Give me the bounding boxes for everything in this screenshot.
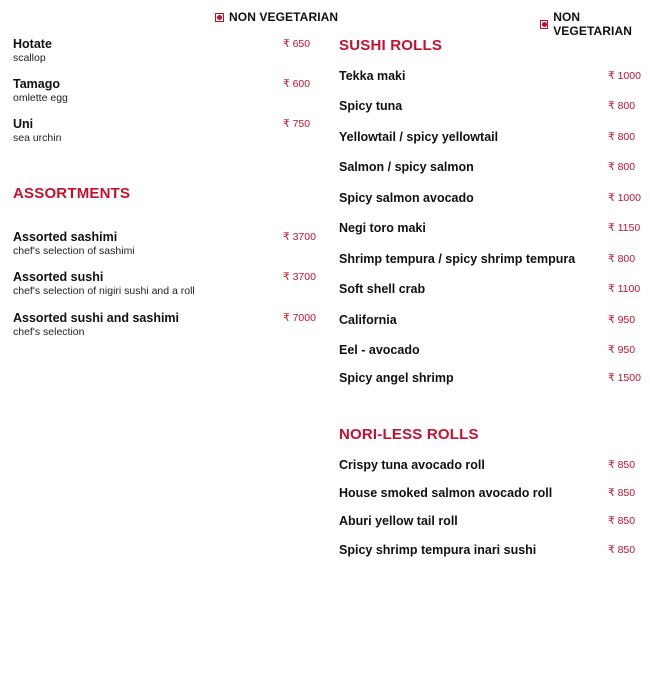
item-name: Shrimp tempura / spicy shrimp tempura [339, 252, 576, 266]
item-price: ₹ 650 [283, 38, 311, 50]
menu-item [13, 270, 316, 298]
item-name: California [339, 313, 397, 327]
item-price: ₹ 7000 [283, 312, 316, 324]
item-price: ₹ 800 [608, 253, 636, 265]
item-description: omlette egg [13, 92, 68, 104]
item-description: sea urchin [13, 132, 62, 144]
menu-item [339, 191, 639, 206]
menu-item [13, 37, 313, 65]
item-name: Crispy tuna avocado roll [339, 458, 485, 472]
item-price: ₹ 850 [608, 544, 636, 556]
item-description: chef's selection of nigiri sushi and a roll [13, 285, 195, 297]
item-name: Spicy angel shrimp [339, 371, 454, 385]
item-price: ₹ 950 [608, 314, 636, 326]
item-price: ₹ 3700 [283, 231, 316, 243]
section-title-sushi-rolls: SUSHI ROLLS [339, 37, 443, 54]
item-name: Spicy salmon avocado [339, 191, 474, 205]
item-price: ₹ 1100 [608, 283, 641, 295]
non-veg-tag-left [215, 10, 338, 24]
item-name: Uni [13, 117, 34, 131]
menu-item [339, 371, 639, 386]
non-veg-label: NON VEGETARIAN [229, 10, 339, 24]
item-price: ₹ 850 [608, 459, 636, 471]
menu-item [339, 130, 639, 145]
menu-item [339, 252, 639, 267]
non-veg-icon [215, 13, 224, 22]
menu-item [13, 117, 313, 145]
item-price: ₹ 850 [608, 515, 636, 527]
item-price: ₹ 850 [608, 487, 636, 499]
item-price: ₹ 3700 [283, 271, 316, 283]
item-name: Assorted sushi [13, 270, 104, 284]
menu-item [13, 77, 313, 105]
menu-item [339, 486, 639, 501]
item-price: ₹ 800 [608, 161, 636, 173]
item-name: Aburi yellow tail roll [339, 514, 458, 528]
item-name: Spicy shrimp tempura inari sushi [339, 543, 537, 557]
menu-item [339, 343, 639, 358]
item-price: ₹ 800 [608, 100, 636, 112]
item-name: Assorted sashimi [13, 230, 118, 244]
item-description: chef's selection [13, 326, 85, 338]
item-name: Tekka maki [339, 69, 406, 83]
item-price: ₹ 1000 [608, 192, 641, 204]
menu-item [339, 514, 639, 529]
item-description: chef's selection of sashimi [13, 245, 135, 257]
menu-item [339, 458, 639, 473]
menu-item [339, 543, 639, 558]
item-name: House smoked salmon avocado roll [339, 486, 553, 500]
item-description: scallop [13, 52, 46, 64]
item-name: Salmon / spicy salmon [339, 160, 474, 174]
item-price: ₹ 1500 [608, 372, 641, 384]
item-name: Soft shell crab [339, 282, 426, 296]
item-name: Hotate [13, 37, 52, 51]
menu-item [339, 313, 639, 328]
menu-item [339, 282, 639, 297]
section-title-assortments: ASSORTMENTS [13, 185, 131, 202]
item-name: Assorted sushi and sashimi [13, 311, 180, 325]
item-name: Tamago [13, 77, 60, 91]
non-veg-label: NON VEGETARIAN [553, 10, 632, 38]
item-price: ₹ 600 [283, 78, 311, 90]
item-price: ₹ 750 [283, 118, 311, 130]
item-name: Negi toro maki [339, 221, 426, 235]
item-name: Spicy tuna [339, 99, 403, 113]
menu-item [339, 160, 639, 175]
menu-item [339, 99, 639, 114]
item-price: ₹ 800 [608, 131, 636, 143]
item-name: Eel - avocado [339, 343, 420, 357]
menu-item [339, 69, 639, 84]
menu-item [13, 230, 316, 258]
item-name: Yellowtail / spicy yellowtail [339, 130, 499, 144]
menu-item [339, 221, 639, 236]
menu-item [13, 311, 316, 339]
item-price: ₹ 1000 [608, 70, 641, 82]
section-title-nori-less-rolls: NORI-LESS ROLLS [339, 426, 479, 443]
non-veg-tag-right [540, 10, 650, 38]
non-veg-icon [540, 20, 548, 29]
item-price: ₹ 1150 [608, 222, 641, 234]
item-price: ₹ 950 [608, 344, 636, 356]
